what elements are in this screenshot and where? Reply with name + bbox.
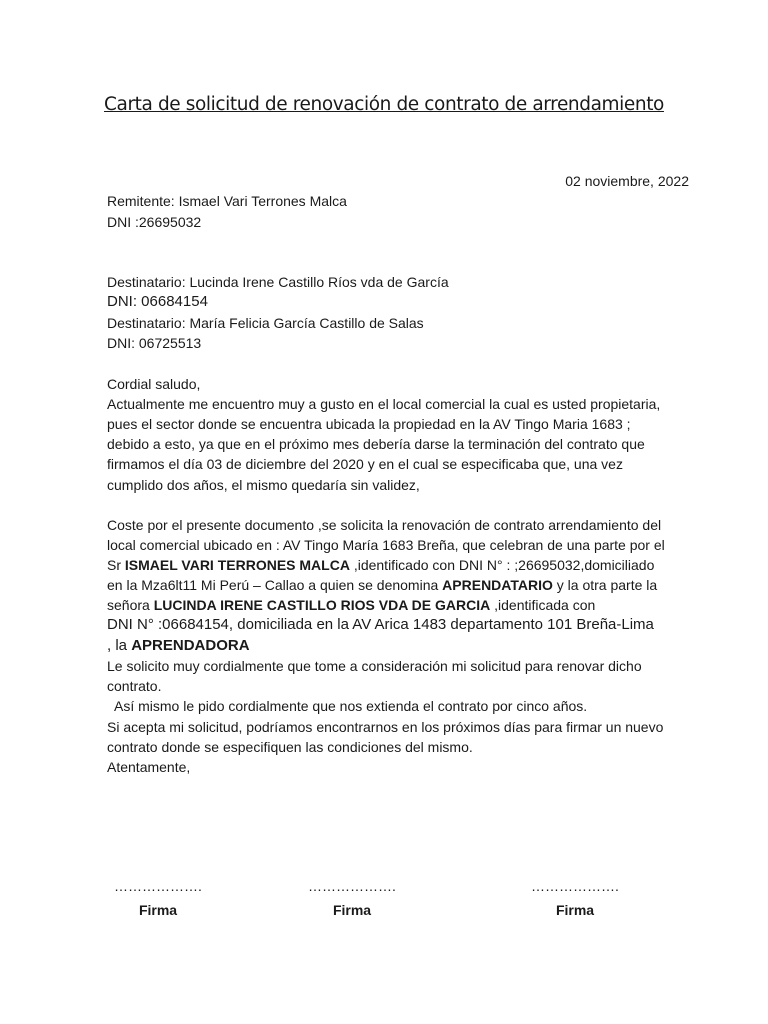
para2-line — [107, 636, 250, 656]
para2-line — [107, 575, 657, 595]
signature-label: Firma — [555, 902, 595, 918]
para1-line: debido a esto, ya que en el próximo mes debería darse la terminación del contrato que — [107, 436, 645, 452]
para2-text: señora — [107, 597, 154, 613]
signature-line: ………………. — [308, 878, 396, 894]
para2-line — [107, 555, 654, 575]
para1-line: pues el sector donde se encuentra ubicada la propiedad en la AV Tingo Maria 1683 ; — [107, 416, 631, 432]
para2-text: , la — [107, 637, 132, 654]
landlord-name: LUCINDA IRENE CASTILLO RIOS VDA DE GARCIA — [153, 597, 491, 613]
para1-line: cumplido dos años, el mismo quedaría sin validez, — [107, 477, 420, 493]
greeting: Cordial saludo, — [107, 376, 201, 392]
letter-date: 02 noviembre, 2022 — [565, 173, 689, 189]
signature-block — [282, 878, 422, 918]
para2-text: y la otra parte la — [552, 577, 658, 593]
para1-line: Actualmente me encuentro muy a gusto en el local comercial la cual es usted propietaria, — [107, 396, 661, 412]
para2-text: ,identificado con DNI N° : ;26695032,domiciliado — [349, 557, 655, 573]
signature-block — [505, 878, 645, 918]
tenant-role: APRENDATARIO — [442, 577, 553, 593]
para2-text: en la Mza6lt11 Mi Perú – Callao a quien se denomina — [107, 577, 443, 593]
sender-line: Remitente: Ismael Vari Terrones Malca — [107, 193, 347, 209]
sender-dni: DNI :26695032 — [107, 214, 202, 230]
para3-line: contrato. — [107, 678, 162, 694]
signature-block — [88, 878, 228, 918]
para2-line — [107, 595, 595, 615]
recipient-1: Destinatario: Lucinda Irene Castillo Ríos vda de García — [107, 274, 449, 290]
recipient-1-dni: DNI: 06684154 — [107, 293, 208, 310]
signature-line: ………………. — [114, 878, 202, 894]
landlord-role: APRENDADORA — [131, 637, 250, 654]
tenant-name: ISMAEL VARI TERRONES MALCA — [124, 557, 350, 573]
para2-line: Coste por el presente documento ,se solicita la renovación de contrato arrendamiento del — [107, 517, 662, 533]
para3-line: Si acepta mi solicitud, podríamos encontrarnos en los próximos días para firmar un nuevo — [107, 719, 664, 735]
signature-label: Firma — [138, 902, 178, 918]
closing: Atentamente, — [107, 759, 191, 775]
signature-label: Firma — [332, 902, 372, 918]
para3-line: Así mismo le pido cordialmente que nos extienda el contrato por cinco años. — [107, 698, 588, 714]
para1-line: firmamos el día 03 de diciembre del 2020 y en el cual se especificaba que, una vez — [107, 456, 623, 472]
para2-text: Sr — [107, 557, 125, 573]
para3-line: Le solicito muy cordialmente que tome a consideración mi solicitud para renovar dicho — [107, 658, 642, 674]
signature-line: ………………. — [531, 878, 619, 894]
recipient-2-dni: DNI: 06725513 — [107, 335, 202, 351]
para2-line: DNI N° :06684154, domiciliada en la AV Arica 1483 departamento 101 Breña-Lima — [107, 616, 654, 633]
para2-line: local comercial ubicado en : AV Tingo María 1683 Breña, que celebran de una parte por el — [107, 537, 665, 553]
page-title: Carta de solicitud de renovación de contrato de arrendamiento — [104, 94, 664, 115]
para2-text: ,identificada con — [490, 597, 596, 613]
para3-line: contrato donde se especifiquen las condiciones del mismo. — [107, 739, 473, 755]
recipient-2: Destinatario: María Felicia García Castillo de Salas — [107, 315, 424, 331]
